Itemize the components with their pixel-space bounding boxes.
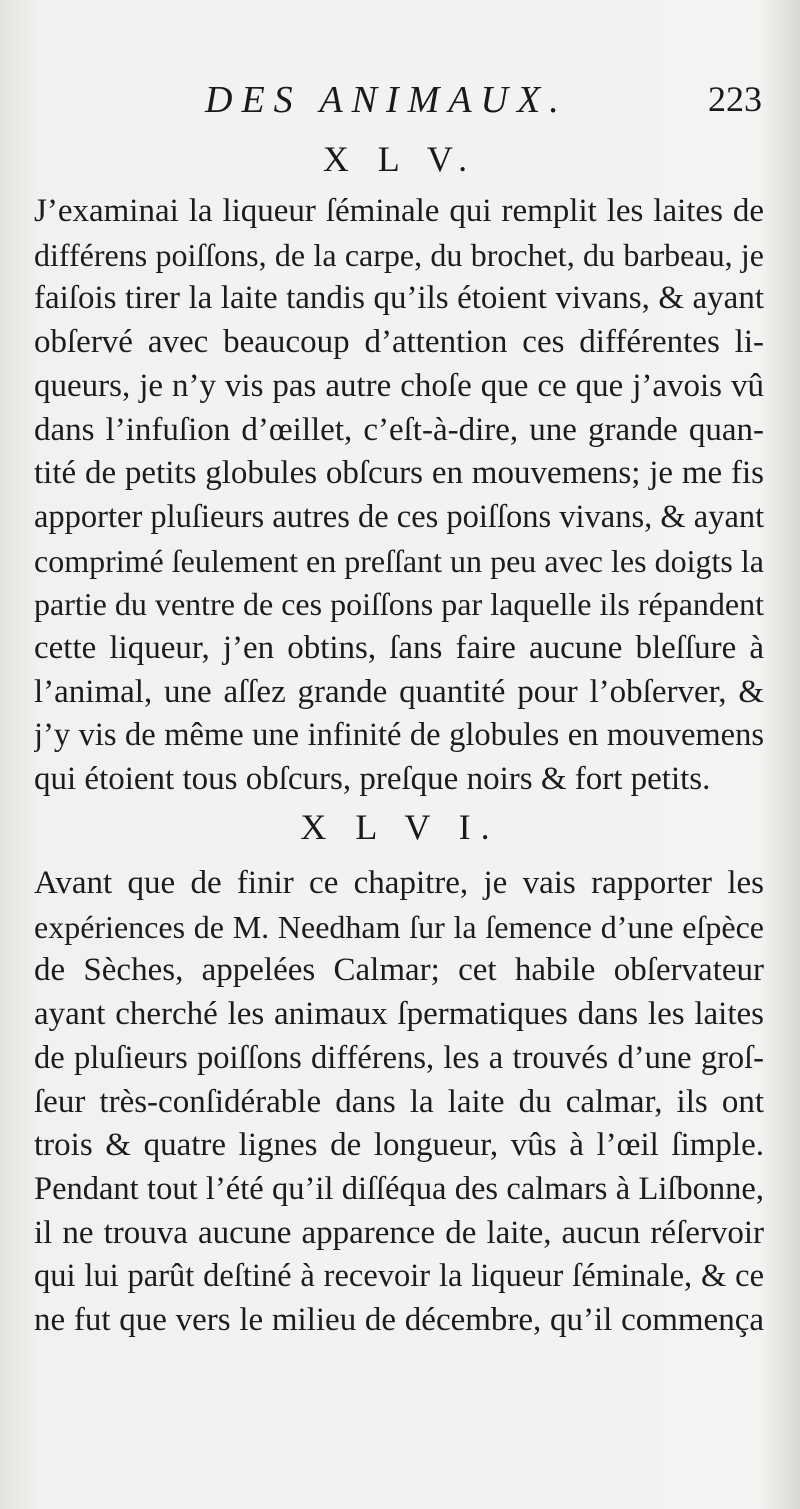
paragraph-xlvi <box>34 862 764 1343</box>
page-header <box>0 78 800 128</box>
page-number: 223 <box>708 79 762 119</box>
text-line: l’animal, une aſſez grande quantité pour l’obſerver, & <box>34 673 764 710</box>
text-line: dans l’infuſion d’œillet, c’eſt-à-dire, une grande quan- <box>34 411 764 448</box>
text-line: partie du ventre de ces poiſſons par laquelle ils répandent <box>34 586 764 623</box>
text-line: différens poiſſons, de la carpe, du brochet, du barbeau, je <box>34 236 764 273</box>
text-line: Pendant tout l’été qu’il diſſéqua des calmars à Liſbonne, <box>34 1170 764 1207</box>
text-line: obſervé avec beaucoup d’attention ces différentes li- <box>34 324 764 361</box>
text-line: queurs, je n’y vis pas autre choſe que ce que j’avois vû <box>34 367 764 404</box>
paragraph-xlv <box>34 190 764 802</box>
text-line: j’y vis de même une infinité de globules en mouvemens <box>34 717 764 754</box>
text-line: qui étoient tous obſcurs, preſque noirs & fort petits. <box>34 761 711 798</box>
text-line: comprimé ſeulement en preſſant un peu avec les doigts la <box>34 542 764 579</box>
text-line: ſeur très-conſidérable dans la laite du calmar, ils ont <box>34 1083 764 1120</box>
section-heading-xlv: X L V. <box>322 139 478 179</box>
text-line: J’examinai la liqueur ſéminale qui remplit les laites de <box>34 193 764 229</box>
text-line: tité de petits globules obſcurs en mouvemens; je me fis <box>34 455 764 492</box>
text-line: il ne trouva aucune apparence de laite, aucun réſervoir <box>34 1214 764 1251</box>
section-heading-xlvi: X L V I. <box>300 807 500 847</box>
text-line: de Sèches, appelées Calmar; cet habile obſervateur <box>34 952 764 989</box>
text-line: cette liqueur, j’en obtins, ſans faire aucune bleſſure à <box>34 630 764 667</box>
running-title: DES ANIMAUX. <box>205 79 568 121</box>
text-line: ayant cherché les animaux ſpermatiques dans les laites <box>34 996 764 1033</box>
text-line: trois & quatre lignes de longueur, vûs à l’œil ſimple. <box>34 1127 764 1164</box>
text-line: qui lui parût deſtiné à recevoir la liqueur ſéminale, & ce <box>34 1258 764 1295</box>
text-line: Avant que de finir ce chapitre, je vais rapporter les <box>34 865 764 901</box>
text-line: de pluſieurs poiſſons différens, les a trouvés d’une groſ- <box>34 1039 764 1076</box>
text-line: faiſois tirer la laite tandis qu’ils étoient vivans, & ayant <box>34 280 764 317</box>
text-line: ne fut que vers le milieu de décembre, qu’il commença <box>34 1302 764 1339</box>
text-line: apporter pluſieurs autres de ces poiſſons vivans, & ayant <box>34 498 764 535</box>
text-line: expériences de M. Needham ſur la ſemence d’une eſpèce <box>34 908 764 945</box>
